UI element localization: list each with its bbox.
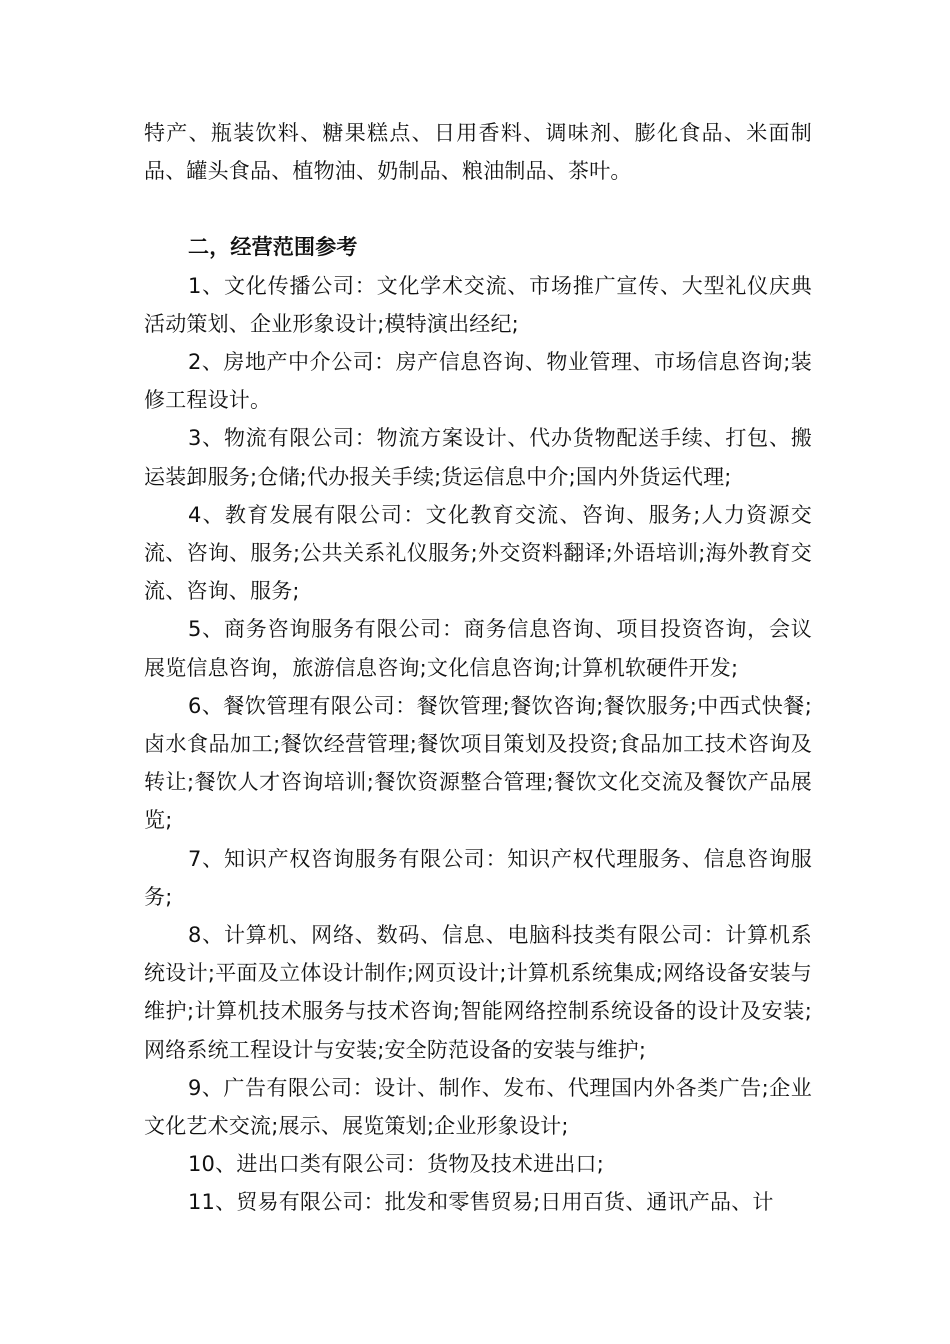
list-item: 6、餐饮管理有限公司：餐饮管理;餐饮咨询;餐饮服务;中西式快餐;卤水食品加工;餐饮经营管理;餐饮项目策划及投资;食品加工技术咨询及转让;餐饮人才咨询培训;餐饮资源整合管理;餐饮文化交流及餐饮产品展览; [144,693,812,833]
list-item: 10、进出口类有限公司：货物及技术进出口; [188,1152,604,1177]
list-item: 9、广告有限公司：设计、制作、发布、代理国内外各类广告;企业文化艺术交流;展示、展览策划;企业形象设计; [144,1075,812,1139]
intro-continuation: 特产、瓶装饮料、糖果糕点、日用香料、调味剂、膨化食品、米面制品、罐头食品、植物油、奶制品、粮油制品、茶叶。 [144,121,812,184]
section-heading: 二，经营范围参考 [188,235,358,260]
paragraph-gap [144,190,812,228]
list-item: 1、文化传播公司：文化学术交流、市场推广宣传、大型礼仪庆典活动策划、企业形象设计;模特演出经纪; [144,273,812,336]
list-item: 2、房地产中介公司：房产信息咨询、物业管理、市场信息咨询;装修工程设计。 [144,350,812,413]
list-item: 5、商务咨询服务有限公司：商务信息咨询、项目投资咨询，会议展览信息咨询，旅游信息咨询;文化信息咨询;计算机软硬件开发; [144,617,812,680]
document-body [144,114,812,1222]
list-item: 3、物流有限公司：物流方案设计、代办货物配送手续、打包、搬运装卸服务;仓储;代办报关手续;货运信息中介;国内外货运代理; [144,426,812,489]
list-item: 4、教育发展有限公司：文化教育交流、咨询、服务;人力资源交流、咨询、服务;公共关系礼仪服务;外交资料翻译;外语培训;海外教育交流、咨询、服务; [144,502,812,604]
list-item: 8、计算机、网络、数码、信息、电脑科技类有限公司：计算机系统设计;平面及立体设计制作;网页设计;计算机系统集成;网络设备安装与维护;计算机技术服务与技术咨询;智能网络控制系统设备的设计及安装;网络系统工程设计与安装;安全防范设备的安装与维护; [144,923,812,1062]
list-item: 7、知识产权咨询服务有限公司：知识产权代理服务、信息咨询服务; [144,846,812,909]
list-item: 11、贸易有限公司：批发和零售贸易;日用百货、通讯产品、计 [188,1190,774,1215]
